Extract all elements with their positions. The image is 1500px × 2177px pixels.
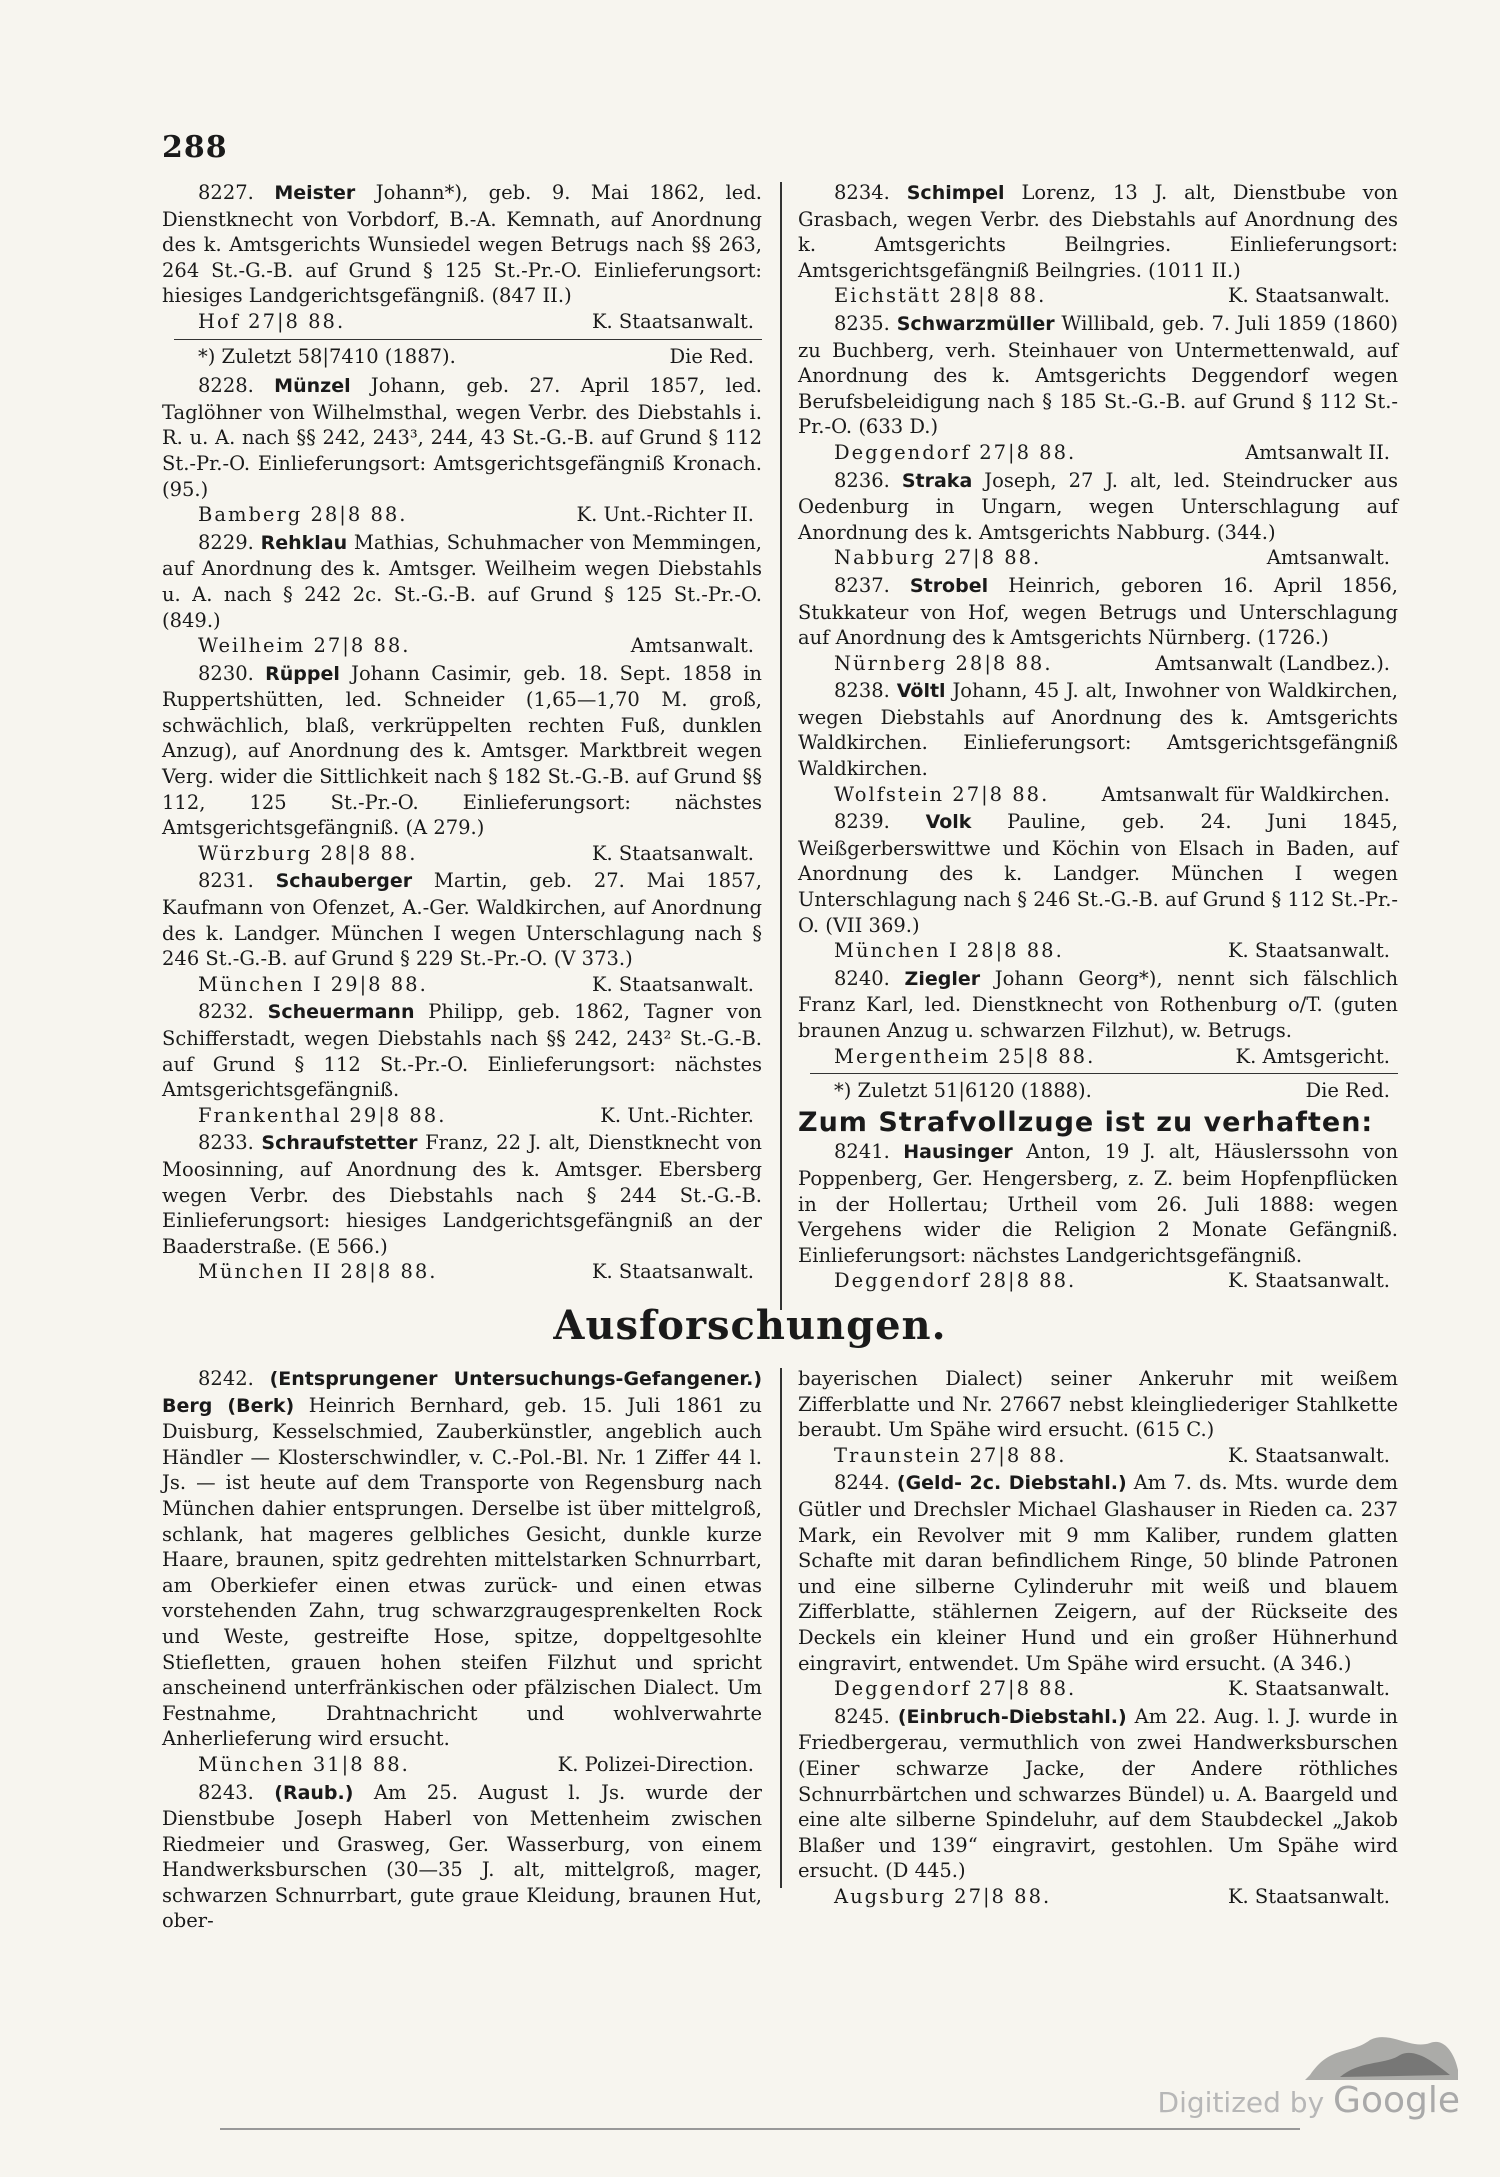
entry-number: 8237. — [834, 573, 890, 597]
entry-number: 8236. — [834, 468, 890, 492]
footnote-editor: Die Red. — [669, 344, 754, 368]
notice-entry — [798, 1704, 1398, 1884]
entry-signature — [798, 1044, 1398, 1070]
footnote-text: *) Zuletzt 58|7410 (1887). — [198, 344, 456, 368]
signature-office: K. Amtsgericht. — [1235, 1044, 1390, 1068]
column-divider-bottom — [780, 1368, 782, 1888]
signature-office: K. Staatsanwalt. — [591, 841, 754, 865]
watermark-prefix: Digitized by — [1157, 2086, 1325, 2119]
entry-number: 8239. — [834, 810, 890, 834]
entry-name: Schauberger — [275, 870, 413, 893]
entry-signature — [162, 633, 762, 659]
entry-text: Johann Casimir, geb. 18. Sept. 1858 in Ruppertshütten, led. Schneider (1,65—1,70 M. groß, schwächlich, blaß, verkrüppelten rechten Fuß, dunklen Anzug), auf Anordnung des k. Amtsger. Marktbreit wegen Verg. wider die Sittlichkeit nach § 182 St.-G.-B. auf Grund §§ 112, 125 St.-Pr.-O. Einlieferungsort: nächstes Amtsgerichtsgefängniß. (A 279.) — [162, 661, 762, 840]
entry-number: 8231. — [198, 869, 254, 893]
signature-office: K. Unt.-Richter. — [600, 1103, 754, 1127]
entry-name: Rüppel — [265, 662, 340, 685]
signature-office: Amtsanwalt. — [630, 634, 754, 658]
entry-number: 8232. — [198, 1000, 254, 1024]
notice-entry — [162, 1366, 762, 1752]
entry-name: Münzel — [274, 375, 351, 398]
entry-signature — [162, 841, 762, 867]
signature-office: K. Staatsanwalt. — [1227, 1443, 1390, 1467]
entry-text: Pauline, geb. 24. Juni 1845, Weißgerberswittwe und Köchin von Elsach in Baden, auf Anordnung des k. Landger. München I wegen Unterschlagung nach § 246 St.-G.-B. auf Grund § 112 St.-Pr.-O. (VII 369.) — [798, 810, 1398, 937]
signature-place-date: München I 29|8 88. — [198, 972, 428, 996]
signature-place-date: Bamberg 28|8 88. — [198, 503, 408, 527]
entry-number: 8243. — [198, 1780, 254, 1804]
signature-place-date: Nabburg 27|8 88. — [834, 546, 1042, 570]
signature-place-date: Eichstätt 28|8 88. — [834, 284, 1047, 308]
entry-signature — [798, 283, 1398, 309]
entry-signature — [798, 1884, 1398, 1910]
footnote-editor: Die Red. — [1305, 1079, 1390, 1103]
entry-number: 8245. — [834, 1704, 890, 1728]
notice-entry — [798, 311, 1398, 440]
subsection-heading: Zum Strafvollzuge ist zu verhaften: — [798, 1106, 1374, 1138]
entry-number: 8229. — [198, 530, 254, 554]
notice-entry — [798, 809, 1398, 938]
notice-entry — [798, 678, 1398, 781]
page-number: 288 — [162, 130, 228, 165]
notice-entry — [798, 573, 1398, 651]
entry-number: 8235. — [834, 311, 890, 335]
entry-name: Schwarzmüller — [896, 312, 1055, 335]
notice-entry — [162, 373, 762, 502]
entry-text: Philipp, geb. 1862, Tagner von Schifferstadt, wegen Diebstahls nach §§ 242, 243² St.-G.-B. auf Grund § 112 St.-Pr.-O. Einlieferungsort: nächstes Amtsgerichtsgefängniß. — [162, 1000, 762, 1102]
continued-text: bayerischen Dialect) seiner Ankeruhr mit weißem Zifferblatte und Nr. 27667 nebst kleingliederiger Stahlkette beraubt. Um Spähe wird ersucht. (615 C.) — [798, 1367, 1398, 1442]
entry-name: Volk — [925, 811, 972, 834]
entry-signature — [798, 1268, 1398, 1294]
entry-signature — [798, 651, 1398, 677]
signature-office: K. Staatsanwalt. — [1227, 1884, 1390, 1908]
entry-name: Schraufstetter — [261, 1132, 418, 1155]
watermark-brand: Google — [1333, 2080, 1460, 2121]
bottom-rule — [220, 2128, 1300, 2130]
entry-name: Völtl — [896, 680, 946, 703]
entry-signature — [162, 972, 762, 998]
entry-signature — [162, 502, 762, 528]
entry-number: 8241. — [834, 1140, 890, 1164]
entry-name: (Entsprungener Untersuchungs-Gefangener.) Berg (Berk) — [162, 1368, 762, 1417]
signature-place-date: Traunstein 27|8 88. — [834, 1443, 1067, 1467]
signature-office: K. Polizei-Direction. — [557, 1752, 754, 1776]
footnote — [810, 1073, 1398, 1104]
signature-office: K. Staatsanwalt. — [1227, 1269, 1390, 1293]
signature-place-date: Nürnberg 28|8 88. — [834, 651, 1053, 675]
notice-entry — [798, 468, 1398, 546]
signature-place-date: Weilheim 27|8 88. — [198, 634, 411, 658]
notice-entry — [162, 999, 762, 1102]
section-heading-ausforschungen: Ausforschungen. — [553, 1302, 947, 1349]
signature-office: K. Staatsanwalt. — [591, 972, 754, 996]
signature-place-date: Deggendorf 27|8 88. — [834, 1677, 1077, 1701]
entry-signature — [162, 309, 762, 335]
entry-name: (Einbruch-Diebstahl.) — [897, 1705, 1127, 1728]
entry-name: Ziegler — [904, 967, 981, 990]
entry-text: Johann, geb. 27. April 1857, led. Taglöhner von Wilhelmsthal, wegen Verbr. des Diebstahls i. R. u. A. nach §§ 242, 243³, 244, 43 St.-G.-B. auf Grund § 112 St.-Pr.-O. Einlieferungsort: Amtsgerichtsgefängniß Kronach. (95.) — [162, 374, 763, 501]
entry-text: Willibald, geb. 7. Juli 1859 (1860) zu Buchberg, verh. Steinhauer von Untermettenwald, auf Anordnung des k. Amtsgerichts Deggendorf wegen Berufsbeleidigung nach § 185 St.-G.-B. auf Grund § 112 St.-Pr.-O. (633 D.) — [798, 311, 1398, 439]
signature-place-date: München 31|8 88. — [198, 1752, 410, 1776]
notice-entry — [162, 1130, 762, 1259]
entry-number: 8238. — [834, 679, 890, 703]
entry-number: 8242. — [198, 1367, 254, 1390]
left-column-bottom — [162, 1366, 762, 1934]
signature-office: K. Staatsanwalt. — [1227, 939, 1390, 963]
signature-office: K. Staatsanwalt. — [591, 309, 754, 333]
notice-entry — [798, 1470, 1398, 1676]
notice-entry — [162, 661, 762, 841]
signature-place-date: Mergentheim 25|8 88. — [834, 1044, 1096, 1068]
signature-place-date: München I 28|8 88. — [834, 939, 1064, 963]
digitized-watermark — [1158, 2080, 1460, 2121]
notice-entry — [162, 868, 762, 971]
right-column-bottom — [798, 1366, 1398, 1911]
notice-entry — [798, 966, 1398, 1044]
entry-signature — [798, 545, 1398, 571]
signature-place-date: Deggendorf 27|8 88. — [834, 440, 1077, 464]
signature-place-date: München II 28|8 88. — [198, 1260, 438, 1284]
signature-office: Amtsanwalt. — [1266, 546, 1390, 570]
entry-text: Johann, 45 J. alt, Inwohner von Waldkirchen, wegen Diebstahls auf Anordnung des k. Amtsgerichts Waldkirchen. Einlieferungsort: Amtsgerichtsgefängniß Waldkirchen. — [798, 679, 1398, 781]
notice-entry — [162, 1780, 762, 1935]
signature-place-date: Wolfstein 27|8 88. — [834, 782, 1050, 806]
entry-signature — [798, 440, 1398, 466]
signature-office: Amtsanwalt für Waldkirchen. — [1101, 782, 1390, 806]
signature-office: K. Unt.-Richter II. — [576, 503, 754, 527]
entry-name: Meister — [274, 182, 356, 204]
entry-signature — [162, 1259, 762, 1285]
entry-text: Am 7. ds. Mts. wurde dem Gütler und Drechsler Michael Glashauser in Rieden ca. 237 Mark, ein Revolver mit 9 mm Kaliber, rundem glatten Schafte mit daran befindlichem Ringe, 50 blinde Patronen und eine silberne Cylinderuhr mit weiß und blauem Zifferblatte, stählernen Zeigern, auf der Rückseite des Deckels ein kleiner Hund und ein großer Hühnerhund eingravirt, entwendet. Um Spähe wird ersucht. (A 346.) — [798, 1471, 1398, 1675]
signature-office: Amtsanwalt II. — [1245, 440, 1390, 464]
scan-blot-decoration — [1300, 2025, 1460, 2080]
entry-name: Scheuermann — [267, 1001, 415, 1024]
entry-signature — [798, 938, 1398, 964]
left-column-top — [162, 180, 762, 1287]
entry-text: Johann Georg*), nennt sich fälschlich Franz Karl, led. Dienstknecht von Rothenburg o/T. (guten braunen Anzug u. schwarzen Filzhut), w. Betrugs. — [798, 966, 1398, 1042]
entry-number: 8234. — [834, 181, 890, 204]
right-column-top — [798, 180, 1398, 1296]
entry-text: Joseph, 27 J. alt, led. Steindrucker aus Oedenburg in Ungarn, wegen Unterschlagung auf Anordnung des k. Amtsgerichts Nabburg. (344.) — [798, 468, 1398, 544]
entry-text: Franz, 22 J. alt, Dienstknecht von Moosinning, auf Anordnung des k. Amtsger. Ebersberg wegen Verbr. des Diebstahls nach § 244 St.-G.-B. Einlieferungsort: hiesiges Landgerichtsgefängniß an der Baaderstraße. (E 566.) — [162, 1131, 762, 1258]
entry-number: 8230. — [198, 661, 254, 685]
signature-place-date: Hof 27|8 88. — [198, 309, 346, 333]
signature-place-date: Würzburg 28|8 88. — [198, 841, 418, 865]
notice-entry — [162, 530, 762, 633]
entry-name: Hausinger — [903, 1141, 1013, 1164]
entry-name: Strobel — [909, 574, 989, 597]
footnote — [174, 339, 762, 370]
entry-number: 8228. — [198, 374, 254, 398]
entry-number: 8244. — [834, 1471, 890, 1495]
entry-text: Lorenz, 13 J. alt, Dienstbube von Grasbach, wegen Verbr. des Diebstahls auf Anordnung des k. Amtsgerichts Beilngries. Einlieferungsort: Amtsgerichtsgefängniß Beilngries. (1011 II.) — [798, 181, 1398, 282]
entry-name: Schimpel — [906, 182, 1005, 204]
signature-office: K. Staatsanwalt. — [1227, 284, 1390, 308]
signature-place-date: Augsburg 27|8 88. — [834, 1884, 1052, 1908]
entry-number: 8227. — [198, 181, 254, 204]
footnote-text: *) Zuletzt 51|6120 (1888). — [834, 1079, 1092, 1103]
entry-text: Johann*), geb. 9. Mai 1862, led. Dienstknecht von Vorbdorf, B.-A. Kemnath, auf Anordnung des k. Amtsgerichts Wunsiedel wegen Betrugs nach §§ 263, 264 St.-G.-B. auf Grund § 125 St.-Pr.-O. Einlieferungsort: hiesiges Landgerichtsgefängniß. (847 II.) — [162, 181, 762, 308]
entry-signature — [162, 1752, 762, 1778]
notice-entry — [162, 180, 762, 309]
signature-office: Amtsanwalt (Landbez.). — [1155, 651, 1390, 675]
entry-number: 8240. — [834, 966, 890, 990]
entry-text: Anton, 19 J. alt, Häuslerssohn von Poppenberg, Ger. Hengersberg, z. Z. beim Hopfenpflücken in der Hollertau; Urtheil vom 26. Juli 1888: wegen Vergehens wider die Religion 2 Monate Gefängniß. Einlieferungsort: nächstes Landgerichtsgefängniß. — [798, 1140, 1398, 1267]
entry-name: (Raub.) — [274, 1781, 354, 1804]
signature-office: K. Staatsanwalt. — [1227, 1677, 1390, 1701]
signature-place-date: Frankenthal 29|8 88. — [198, 1103, 447, 1127]
notice-entry — [798, 1139, 1398, 1268]
entry-text: Martin, geb. 27. Mai 1857, Kaufmann von Ofenzet, A.-Ger. Waldkirchen, auf Anordnung des k. Landger. München I wegen Unterschlagung nach § 246 St.-G.-B. auf Grund § 229 St.-Pr.-O. (V 373.) — [162, 869, 763, 971]
entry-text: Heinrich, geboren 16. April 1856, Stukkateur von Hof, wegen Betrugs und Unterschlagung auf Anordnung des k Amtsgerichts Nürnberg. (1726.) — [798, 573, 1398, 650]
entry-signature — [798, 782, 1398, 808]
signature-office: K. Staatsanwalt. — [591, 1260, 754, 1284]
entry-name: Rehklau — [260, 531, 348, 554]
entry-number: 8233. — [198, 1131, 254, 1155]
entry-signature — [162, 1103, 762, 1129]
entry-name: (Geld- 2c. Diebstahl.) — [896, 1472, 1127, 1495]
entry-signature — [798, 1443, 1398, 1469]
entry-signature — [798, 1676, 1398, 1702]
notice-entry — [798, 180, 1398, 283]
entry-name: Straka — [901, 469, 973, 492]
signature-place-date: Deggendorf 28|8 88. — [834, 1269, 1077, 1293]
entry-text: Mathias, Schuhmacher von Memmingen, auf Anordnung des k. Amtsger. Weilheim wegen Diebstahls u. A. nach § 242 2c. St.-G.-B. auf Grund § 125 St.-Pr.-O. (849.) — [162, 530, 762, 632]
entry-text: Heinrich Bernhard, geb. 15. Juli 1861 zu Duisburg, Kesselschmied, Zauberkünstler, angeblich auch Händler — Klosterschwindler, v. C.-Pol.-Bl. Nr. 1 Ziffer 44 l. Js. — ist heute auf dem Transporte von Regensburg nach München dahier entsprungen. Derselbe ist über mittelgroß, schlank, hat mageres gelbliches Gesicht, dunkle kurze Haare, braunen, spitz gedrehten mittelstarken Schnurrbart, am Oberkiefer einen etwas zurück- und einen etwas vorstehenden Zahn, trug schwarzgraugesprenkelten Rock und Weste, gestreifte Hose, spitze, doppeltgesohlte Stiefletten, grauen hohen steifen Filzhut und spricht anscheinend unterfränkischen oder pfälzischen Dialect. Um Festnahme, Drahtnachricht und wohlverwahrte Anherlieferung wird ersucht. — [162, 1393, 762, 1751]
entry-text: Am 25. August l. Js. wurde der Dienstbube Joseph Haberl von Mettenheim zwischen Riedmeier und Grasweg, Ger. Wasserburg, von einem Handwerksburschen (30—35 J. alt, mittelgroß, mager, schwarzen Schnurrbart, gute graue Kleidung, braunen Hut, ober- — [162, 1780, 762, 1933]
entry-text: Am 22. Aug. l. J. wurde in Friedbergerau, vermuthlich von zwei Handwerksburschen (Einer schwarze Jacke, der Andere röthliches Schnurrbärtchen und schwarzes Bündel) u. A. Baargeld und eine alte silberne Spindeluhr, auf dem Staubdeckel „Jakob Blaßer und 139“ eingravirt, gestohlen. Um Spähe wird ersucht. (D 445.) — [798, 1704, 1398, 1883]
column-divider-top — [780, 182, 782, 1310]
